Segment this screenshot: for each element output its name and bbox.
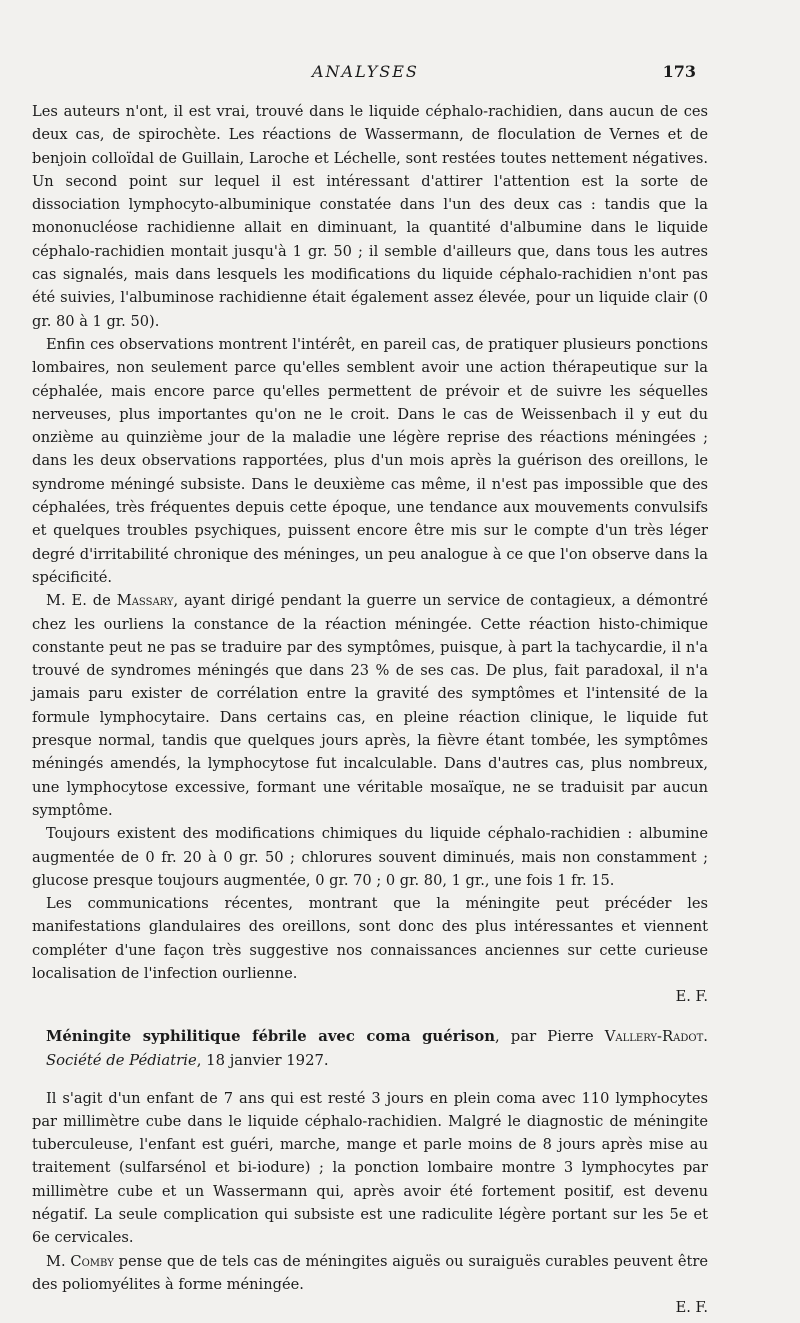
article2-by: , par Pierre (494, 1027, 605, 1045)
comby-text: pense que de tels cas de méningites aiguës ou suraiguës curables peuvent être des poliomyélites à forme méningée. (32, 1252, 708, 1293)
article2-journal: Société de Pédiatrie (46, 1051, 197, 1069)
massary-text: , ayant dirigé pendant la guerre un service de contagieux, a démontré chez les ourliens la constance de la réaction méningée. Cette réaction histo-chimique constante peut ne pas se traduire par des symptômes, puisque, à part la tachycardie, il n'a trouvé de syndromes méningés que dans 23 % de ses cas. De plus, fait paradoxal, il n'a jamais paru exister de corrélation entre la gravité des symptômes et l'intensité de la formule lymphocytaire. Dans certains cas, en pleine réaction clinique, le liquide fut presque normal, tandis que quelques jours après, la fièvre étant tombée, les symptômes méningés amendés, la lymphocytose fut incalculable. Dans d'autres cas, plus nombreux, une lymphocytose excessive, formant une véritable mosaïque, ne se traduisit par aucun symptôme. (32, 592, 708, 819)
author-comby: Comby (70, 1252, 114, 1270)
author-massary: Massary (116, 592, 174, 610)
article2-date: , 18 janvier 1927. (196, 1051, 329, 1069)
paragraph-toujours: Toujours existent des modifications chimiques du liquide céphalo-rachidien : albumine augmentée de 0 fr. 20 à 0 gr. 50 ; chlorures souvent diminués, mais non constamment ; glucose presque toujours augmentée, 0 gr. 70 ; 0 gr. 80, 1 gr., une fois 1 fr. 15. (32, 825, 708, 889)
paragraph-enfant: Il s'agit d'un enfant de 7 ans qui est resté 3 jours en plein coma avec 110 lymphocytes par millimètre cube dans le liquide céphalo-rachidien. Malgré le diagnostic de méningite tuberculeuse, l'enfant est guéri, marche, mange et parle moins de 8 jours après mise au traitement (sulfarsénol et bi-iodure) ; la ponction lombaire montre 3 lymphocytes par millimètre cube et un Wassermann qui, après avoir été fortement positif, est devenu négatif. La seule complication qui subsiste est une radiculite légère portant sur les 5e et 6e cervicales. (32, 1089, 708, 1247)
section-title: ANALYSES (312, 62, 419, 81)
paragraph-communications-text: Les communications récentes, montrant que la méningite peut précéder les manifestations glandulaires des oreillons, sont donc des plus intéressantes et viennent compléter d'une façon très suggestive nos connaissances anciennes sur cette curieuse localisation de l'infection ourlienne. (32, 895, 708, 982)
paragraph-communications (32, 892, 708, 1008)
article2-heading (32, 1025, 708, 1073)
comby-prefix: M. (46, 1252, 71, 1270)
paragraph-comby (32, 1250, 708, 1320)
signature-article2: E. F. (675, 1299, 708, 1317)
paragraph-spirochete: Les auteurs n'ont, il est vrai, trouvé dans le liquide céphalo-rachidien, dans aucun de ces deux cas, de spirochète. Les réactions de Wassermann, de floculation de Vernes et de benjoin colloïdal de Guillain, Laroche et Léchelle, sont restées toutes nettement négatives. Un second point sur lequel il est intéressant d'attirer l'attention est la sorte de dissociation lymphocyto-albuminique constatée dans l'un des deux cas : tandis que la mononucléose rachidienne allait en diminuant, la quantité d'albumine dans le liquide céphalo-rachidien montait jusqu'à 1 gr. 50 ; il semble d'ailleurs que, dans tous les autres cas signalés, mais dans lesquels les modifications du liquide céphalo-rachidien n'ont pas été suivies, l'albuminose rachidienne était également assez élevée, pour un liquide clair (0 gr. 80 à 1 gr. 50). (32, 103, 708, 330)
article2-author: Vallery-Radot (604, 1027, 704, 1045)
article2-sep: . (703, 1027, 708, 1045)
signature-article1: E. F. (675, 988, 708, 1006)
massary-prefix: M. E. de (46, 592, 117, 610)
page-number: 173 (662, 62, 696, 81)
paragraph-ponctions: Enfin ces observations montrent l'intérêt, en pareil cas, de pratiquer plusieurs ponctions lombaires, non seulement parce qu'elles semblent avoir une action thérapeutique sur la céphalée, mais encore parce qu'elles permettent de prévoir et de suivre les séquelles nerveuses, plus importantes qu'on ne le croit. Dans le cas de Weissenbach il y eut du onzième au quinzième jour de la maladie une légère reprise des réactions méningées ; dans les deux observations rapportées, plus d'un mois après la guérison des oreillons, le syndrome méningé subsiste. Dans le deuxième cas même, il n'est pas impossible que des céphalées, très fréquentes depuis cette époque, une tendance aux mouvements convulsifs et quelques troubles psychiques, puissent encore être mis sur le compte d'un très léger degré d'irritabilité chronique des méninges, un peu analogue à ce que l'on observe dans la spécificité. (32, 335, 708, 586)
article2-title: Méningite syphilitique fébrile avec coma guérison (46, 1027, 495, 1045)
paragraph-massary (32, 589, 708, 822)
running-head (0, 62, 800, 88)
text-column (32, 100, 708, 1320)
